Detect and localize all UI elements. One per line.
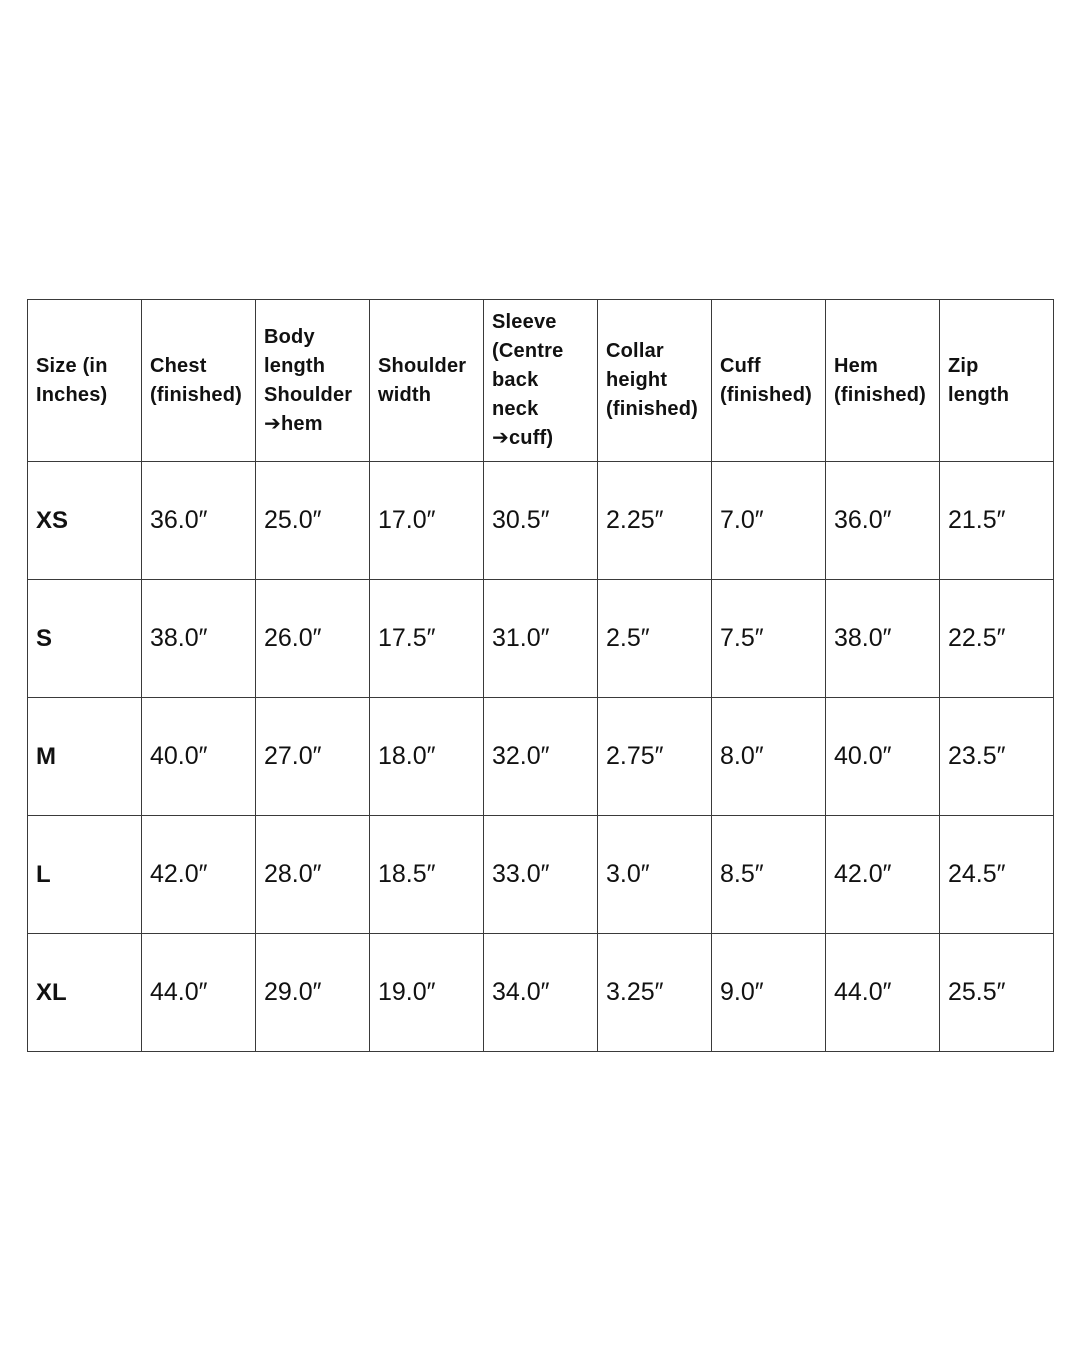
body-length-cell: 26.0″	[256, 580, 370, 698]
chest-cell: 42.0″	[142, 816, 256, 934]
hem-cell: 40.0″	[826, 698, 940, 816]
table-row-l	[28, 816, 1054, 934]
body-length-cell: 28.0″	[256, 816, 370, 934]
zip-length-cell: 24.5″	[940, 816, 1054, 934]
table-row-xl	[28, 934, 1054, 1052]
table-row-xs	[28, 462, 1054, 580]
header-row	[28, 300, 1054, 462]
collar-height-cell: 3.0″	[598, 816, 712, 934]
cuff-cell: 8.5″	[712, 816, 826, 934]
size-cell: L	[28, 816, 142, 934]
zip-length-cell: 23.5″	[940, 698, 1054, 816]
collar-height-cell: 3.25″	[598, 934, 712, 1052]
hem-cell: 36.0″	[826, 462, 940, 580]
hem-cell: 42.0″	[826, 816, 940, 934]
chest-cell: 36.0″	[142, 462, 256, 580]
header-zip-length: Zip length	[940, 300, 1054, 462]
sleeve-cell: 34.0″	[484, 934, 598, 1052]
header-size: Size (in Inches)	[28, 300, 142, 462]
zip-length-cell: 22.5″	[940, 580, 1054, 698]
sleeve-cell: 30.5″	[484, 462, 598, 580]
cuff-cell: 7.0″	[712, 462, 826, 580]
size-chart-table	[27, 299, 1054, 1052]
shoulder-width-cell: 17.5″	[370, 580, 484, 698]
size-cell: XL	[28, 934, 142, 1052]
cuff-cell: 8.0″	[712, 698, 826, 816]
collar-height-cell: 2.25″	[598, 462, 712, 580]
body-length-cell: 29.0″	[256, 934, 370, 1052]
cuff-cell: 9.0″	[712, 934, 826, 1052]
table-row-m	[28, 698, 1054, 816]
shoulder-width-cell: 18.0″	[370, 698, 484, 816]
sleeve-cell: 32.0″	[484, 698, 598, 816]
shoulder-width-cell: 17.0″	[370, 462, 484, 580]
shoulder-width-cell: 19.0″	[370, 934, 484, 1052]
zip-length-cell: 21.5″	[940, 462, 1054, 580]
hem-cell: 44.0″	[826, 934, 940, 1052]
chest-cell: 38.0″	[142, 580, 256, 698]
chest-cell: 44.0″	[142, 934, 256, 1052]
header-collar-height: Collar height (finished)	[598, 300, 712, 462]
body-length-cell: 25.0″	[256, 462, 370, 580]
size-cell: XS	[28, 462, 142, 580]
header-cuff: Cuff (finished)	[712, 300, 826, 462]
zip-length-cell: 25.5″	[940, 934, 1054, 1052]
size-cell: M	[28, 698, 142, 816]
collar-height-cell: 2.5″	[598, 580, 712, 698]
header-hem: Hem (finished)	[826, 300, 940, 462]
hem-cell: 38.0″	[826, 580, 940, 698]
chest-cell: 40.0″	[142, 698, 256, 816]
header-sleeve: Sleeve (Centre back neck ➔cuff)	[484, 300, 598, 462]
shoulder-width-cell: 18.5″	[370, 816, 484, 934]
header-chest: Chest (finished)	[142, 300, 256, 462]
header-shoulder-width: Shoulder width	[370, 300, 484, 462]
body-length-cell: 27.0″	[256, 698, 370, 816]
header-body-length: Body length Shoulder ➔hem	[256, 300, 370, 462]
collar-height-cell: 2.75″	[598, 698, 712, 816]
sleeve-cell: 31.0″	[484, 580, 598, 698]
size-cell: S	[28, 580, 142, 698]
table-row-s	[28, 580, 1054, 698]
cuff-cell: 7.5″	[712, 580, 826, 698]
sleeve-cell: 33.0″	[484, 816, 598, 934]
